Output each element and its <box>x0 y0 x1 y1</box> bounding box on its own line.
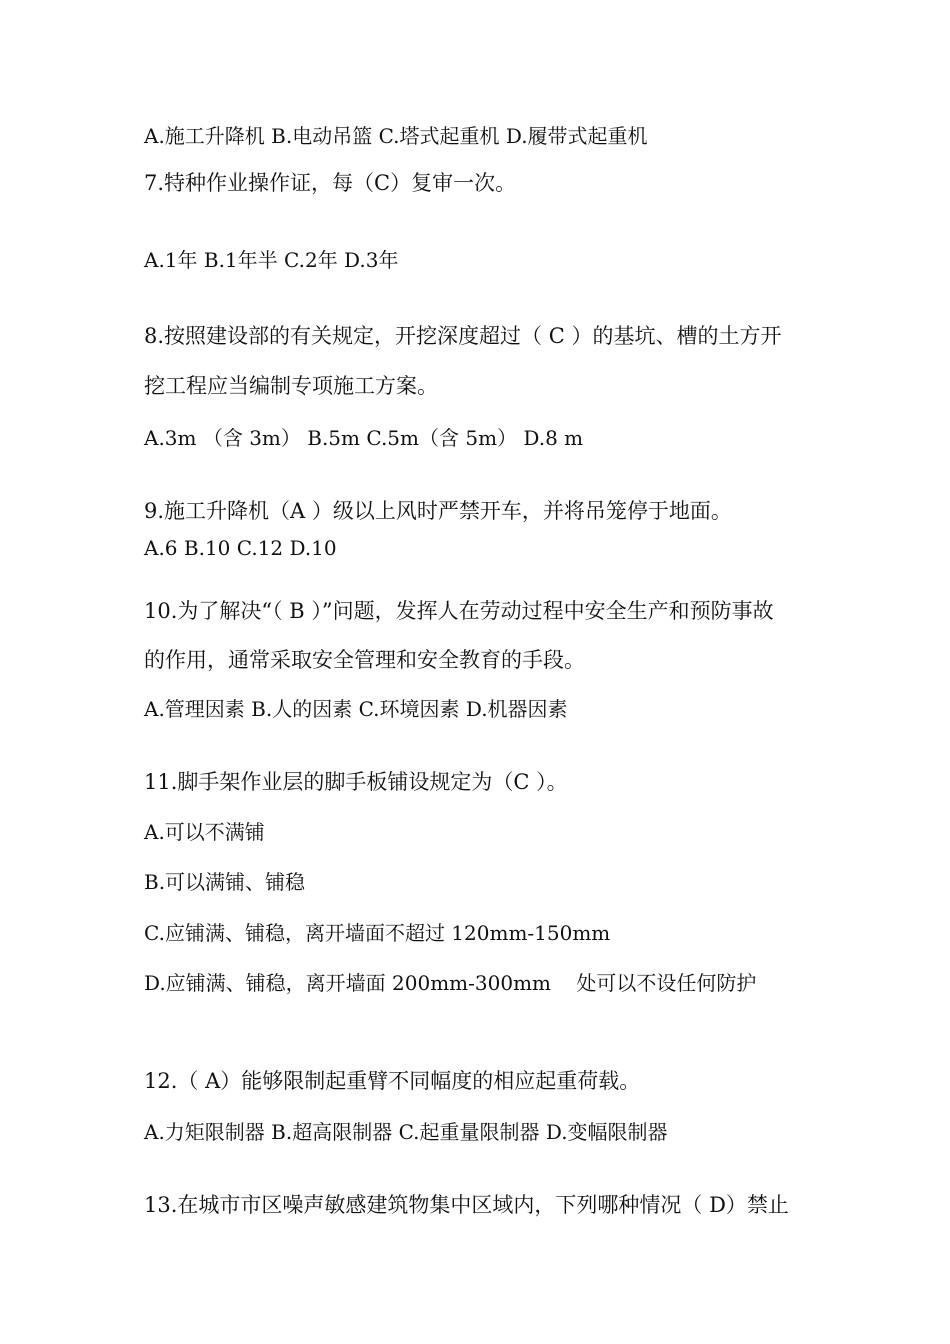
q12-options: A.力矩限制器 B.超高限制器 C.起重量限制器 D.变幅限制器 <box>144 1120 668 1144</box>
q11-option-b: B.可以满铺、铺稳 <box>144 870 306 894</box>
q11-stem: 11.脚手架作业层的脚手板铺设规定为（C ）。 <box>144 770 568 794</box>
q13-stem-line1: 13.在城市市区噪声敏感建筑物集中区域内，下列哪种情况（ D）禁止 <box>144 1193 789 1217</box>
q11-option-d: D.应铺满、铺稳，离开墙面 200mm-300mm 处可以不设任何防护 <box>144 971 757 995</box>
q11-option-a: A.可以不满铺 <box>144 820 265 844</box>
q9-stem: 9.施工升降机（A ）级以上风时严禁开车，并将吊笼停于地面。 <box>144 499 732 523</box>
q7-stem: 7.特种作业操作证，每（C）复审一次。 <box>144 171 517 195</box>
q9-options: A.6 B.10 C.12 D.10 <box>144 536 337 560</box>
q7-options: A.1年 B.1年半 C.2年 D.3年 <box>144 248 399 272</box>
q8-options: A.3m （含 3m） B.5m C.5m（含 5m） D.8 m <box>144 426 584 450</box>
q10-options: A.管理因素 B.人的因素 C.环境因素 D.机器因素 <box>144 697 568 721</box>
q6-options: A.施工升降机 B.电动吊篮 C.塔式起重机 D.履带式起重机 <box>144 124 648 148</box>
q8-stem-line2: 挖工程应当编制专项施工方案。 <box>144 374 438 398</box>
q11-option-c: C.应铺满、铺稳，离开墙面不超过 120mm-150mm <box>144 921 611 945</box>
q10-stem-line2: 的作用，通常采取安全管理和安全教育的手段。 <box>144 648 585 672</box>
q8-stem-line1: 8.按照建设部的有关规定，开挖深度超过（ C ）的基坑、槽的土方开 <box>144 324 782 348</box>
q10-stem-line1: 10.为了解决“（ B ）”问题，发挥人在劳动过程中安全生产和预防事故 <box>144 599 774 623</box>
q12-stem: 12.（ A）能够限制起重臂不同幅度的相应起重荷载。 <box>144 1069 641 1093</box>
